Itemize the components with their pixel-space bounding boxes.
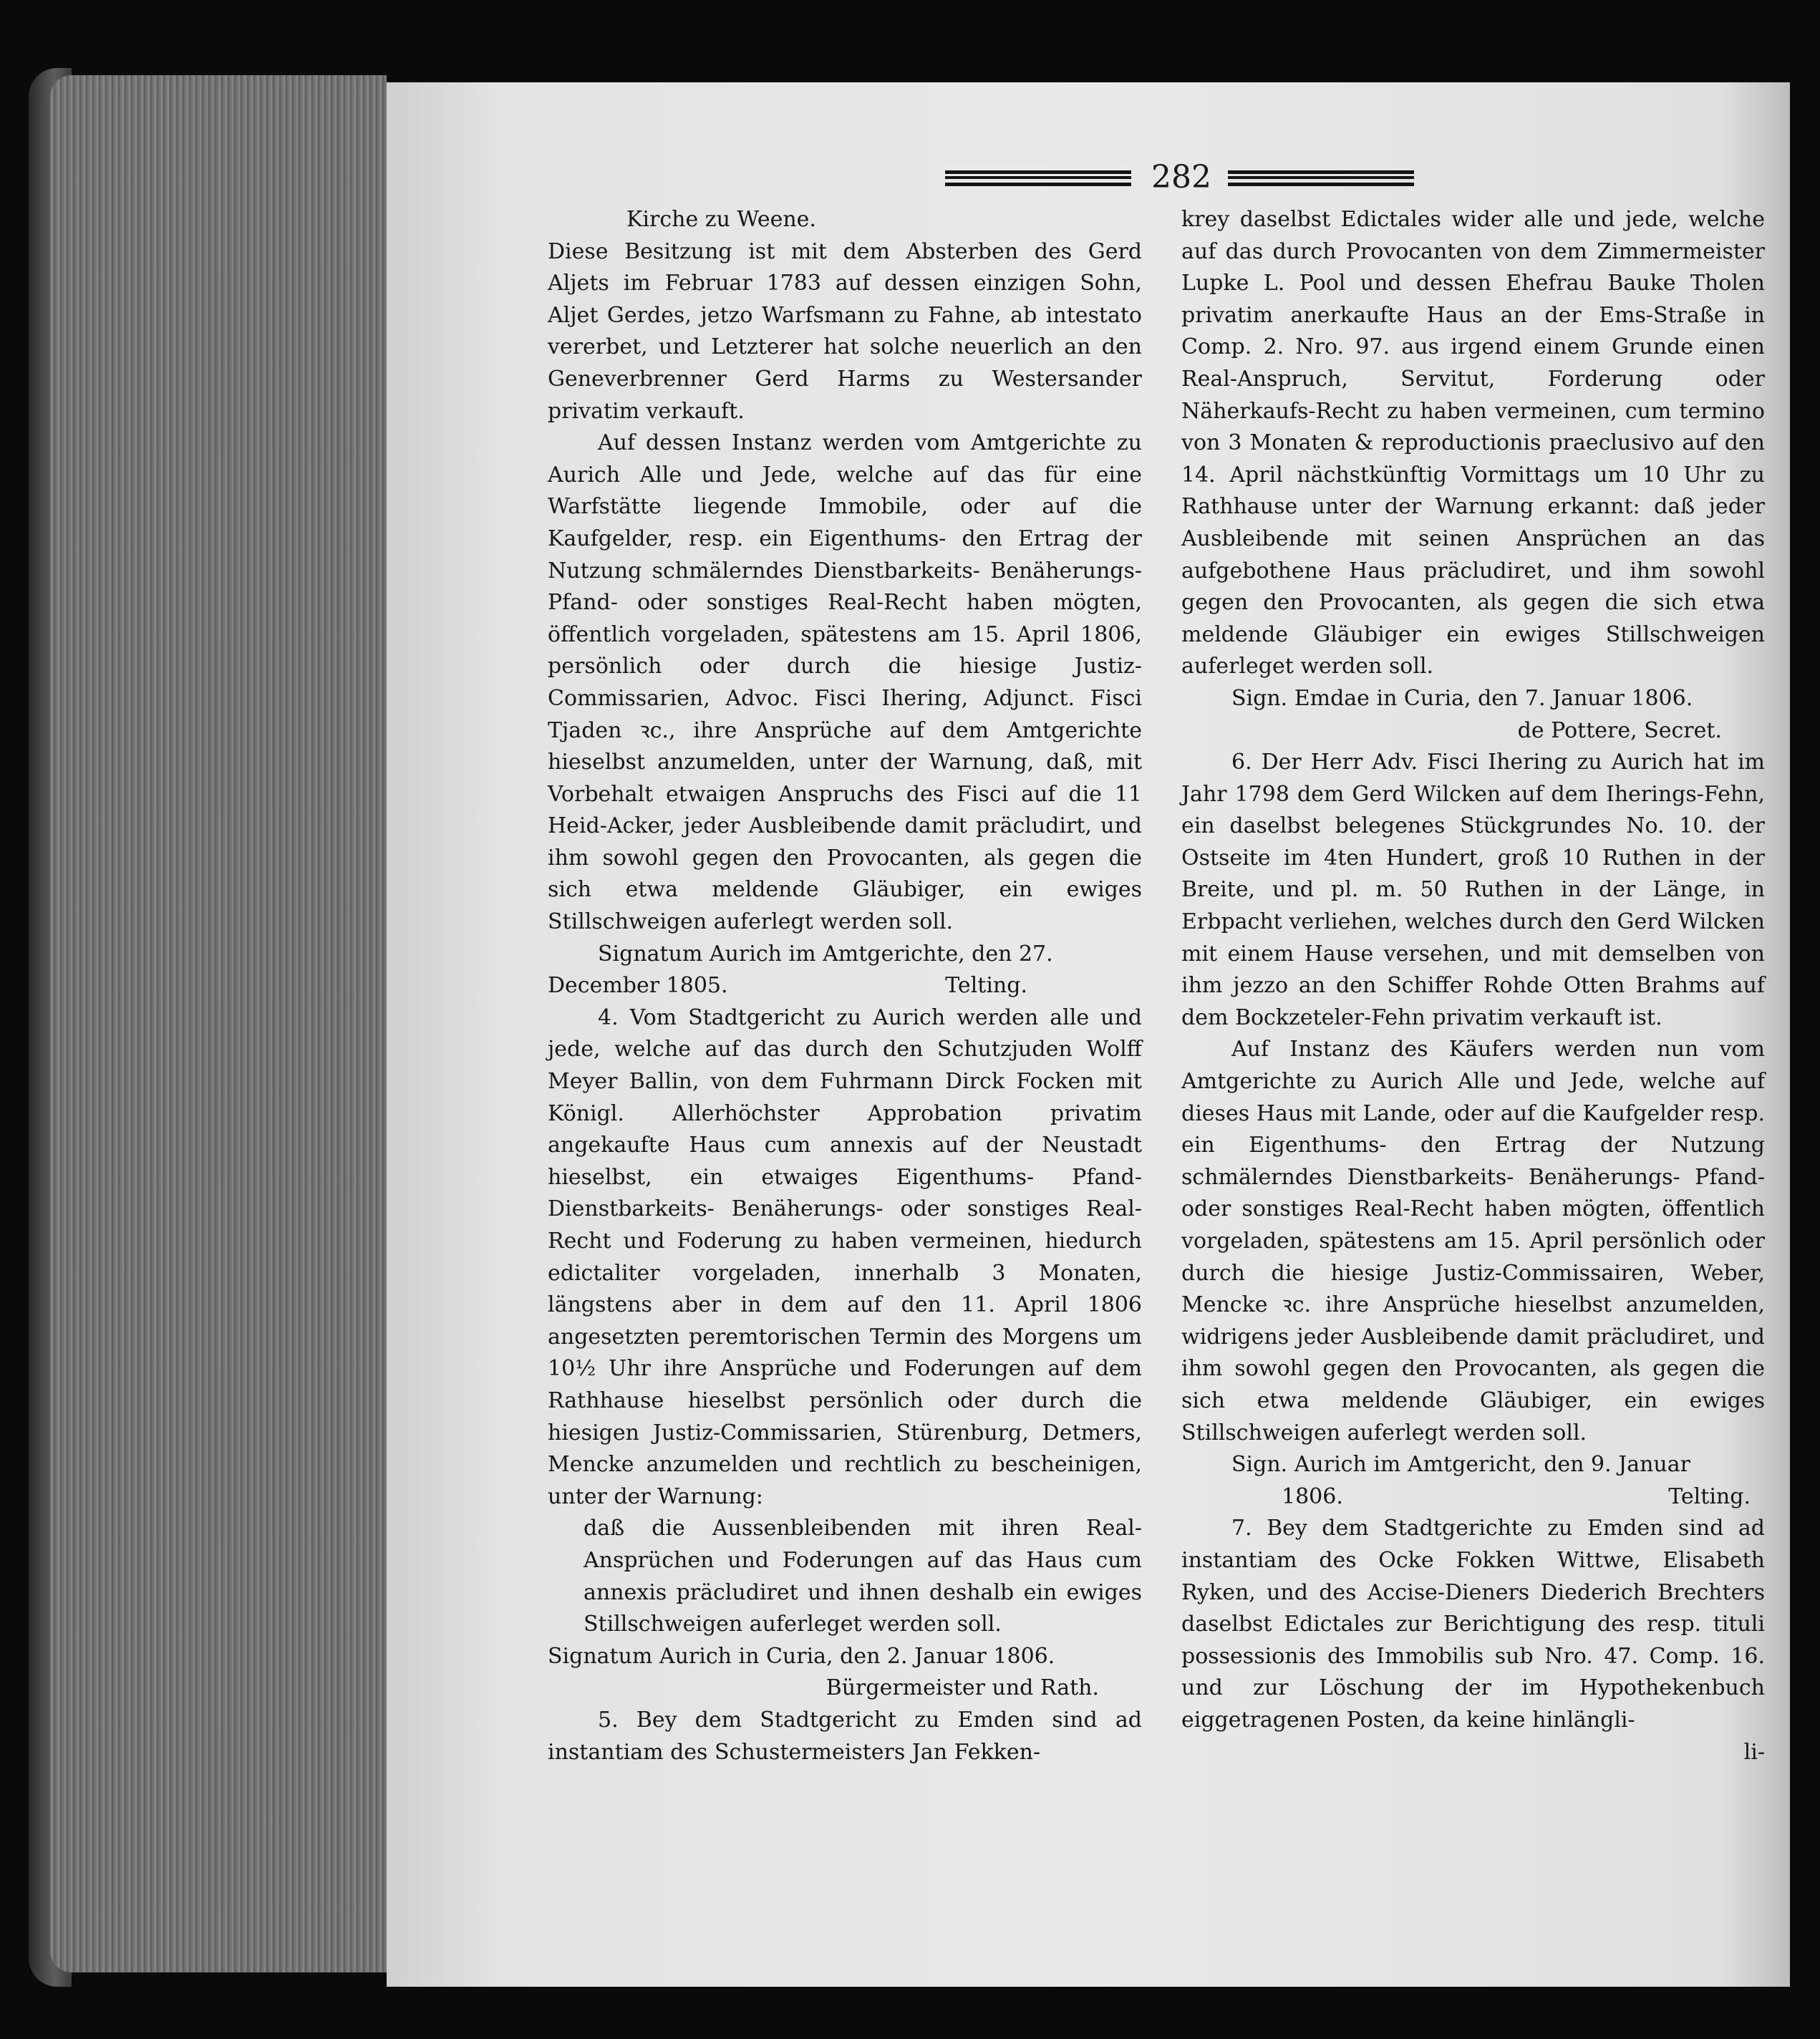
left-paragraph-5: 5. Bey dem Stadtgericht zu Emden sind ad instantiam des Schustermeisters Jan Fekken- [548,1707,1142,1765]
right-column [1181,204,1765,1768]
left-signature-line-2: Signatum Aurich in Curia, den 2. Januar 1806. [548,1643,1055,1669]
book-page-edges [50,75,387,1972]
left-signature-line-1: Signatum Aurich im Amtgerichte, den 27. [598,941,1053,967]
right-signature-2-name: Telting. [1668,1483,1751,1509]
page-header [945,159,1489,200]
left-paragraph-1: Diese Besitzung ist mit dem Absterben des Gerd Aljets im Februar 1783 auf dessen einzigen Sohn, Aljet Gerdes, jetzo Warfsmann zu Fahne, ab intestato vererbet, und Letzterer hat solche neuerlich an den Geneverbrenner Gerd Harms zu Westersander privatim verkauft. [548,238,1142,424]
right-signature-line-1: Sign. Emdae in Curia, den 7. Januar 1806. [1231,685,1693,711]
right-signature-2-date: 1806. [1282,1483,1343,1509]
left-signature-1 [548,970,1142,1002]
right-signature-2 [1181,1481,1765,1513]
page-number: 282 [1151,159,1211,195]
left-paragraph-4: daß die Aussenbleibenden mit ihren Real-Ansprüchen und Foderungen auf das Haus cum annexis präcludiret und ihnen deshalb ein ewiges Stillschweigen auferleget werden soll. [584,1516,1142,1637]
header-rule-right [1228,170,1414,186]
left-paragraph-2: Auf dessen Instanz werden vom Amtgerichte zu Aurich Alle und Jede, welche auf das für eine Warfstätte liegende Immobile, oder auf die Kaufgelder, resp. ein Eigenthums- den Ertrag der Nutzung schmälerndes Dienstbarkeits- Benäherungs- Pfand- oder sonstiges Real-Recht haben mögten, öffentlich vorgeladen, spätestens am 15. April 1806, persönlich oder durch die hiesige Justiz-Commissarien, Advoc. Fisci Ihering, Adjunct. Fisci Tjaden ꝛc., ihre Ansprüche auf dem Amtgerichte hieselbst anzumelden, unter der Warnung, daß, mit Vorbehalt etwaigen Anspruchs des Fisci auf die 11 Heid-Acker, jeder Ausbleibende damit präcludirt, und ihm sowohl gegen den Provocanten, als gegen die sich etwa meldende Gläubiger, ein ewiges Stillschweigen auferlegt werden soll. [548,430,1142,935]
left-signature-1-date: December 1805. [548,973,728,999]
right-paragraph-3: Auf Instanz des Käufers werden nun vom Amtgerichte zu Aurich Alle und Jede, welche auf dieses Haus mit Lande, oder auf die Kaufgelder resp. ein Eigenthums- den Ertrag der Nutzung schmälerndes Dienstbarkeits- Benäherungs- Pfand- oder sonstiges Real-Recht haben mögten, öffentlich vorgeladen, spätestens am 15. April persönlich oder durch die hiesige Justiz-Commissairen, Weber, Mencke ꝛc. ihre Ansprüche hieselbst anzumelden, widrigens jeder Ausbleibende damit präcludiret, und ihm sowohl gegen den Provocanten, als gegen die sich etwa meldende Gläubiger, ein ewiges Stillschweigen auferlegt werden soll. [1181,1037,1765,1445]
left-heading: Kirche zu Weene. [626,207,816,232]
catchword: li- [1743,1739,1765,1765]
left-signature-2-name: Bürgermeister und Rath. [826,1675,1099,1701]
left-signature-1-name: Telting. [945,973,1027,999]
left-paragraph-3: 4. Vom Stadtgericht zu Aurich werden alle und jede, welche auf das durch den Schutzjuden Wolff Meyer Ballin, von dem Fuhrmann Dirck Focken mit Königl. Allerhöchster Approbation privatim angekaufte Haus cum annexis auf der Neustadt hieselbst, ein etwaiges Eigenthums- Pfand- Dienstbarkeits- Benäherungs- oder sonstiges Real-Recht und Foderung zu haben vermeinen, hiedurch edictaliter vorgeladen, innerhalb 3 Monaten, längstens aber in dem auf den 11. April 1806 angesetzten peremtorischen Termin des Morgens um 10½ Uhr ihre Ansprüche und Foderungen auf dem Rathhause hieselbst persönlich oder durch die hiesigen Justiz-Commissarien, Stürenburg, Detmers, Mencke anzumelden und rechtlich zu bescheinigen, unter der Warnung: [548,1004,1142,1509]
right-paragraph-4: 7. Bey dem Stadtgerichte zu Emden sind ad instantiam des Ocke Fokken Wittwe, Elisabeth Ryken, und des Accise-Dieners Diederich Brechters daselbst Edictales zur Berichtigung des resp. tituli possessionis des Immobilis sub Nro. 47. Comp. 16. und zur Löschung der im Hypothekenbuch eiggetragenen Posten, da keine hinlängli- [1181,1516,1765,1733]
right-paragraph-2: 6. Der Herr Adv. Fisci Ihering zu Aurich hat im Jahr 1798 dem Gerd Wilcken auf dem Iherings-Fehn, ein daselbst belegenes Stückgrundes No. 10. der Ostseite im 4ten Hundert, groß 10 Ruthen in der Breite, und pl. m. 50 Ruthen in der Länge, in Erbpacht verliehen, welches durch den Gerd Wilcken mit einem Hause versehen, und mit demselben von ihm jezzo an den Schiffer Rohde Otten Brahms auf dem Bockzeteler-Fehn privatim verkauft ist. [1181,750,1765,1030]
left-column [548,204,1142,1768]
header-rule-left [945,170,1131,186]
right-paragraph-1: krey daselbst Edictales wider alle und jede, welche auf das durch Provocanten von dem Zimmermeister Lupke L. Pool und dessen Ehefrau Bauke Tholen privatim anerkaufte Haus an der Ems-Straße in Comp. 2. Nro. 97. aus irgend einem Grunde einen Real-Anspruch, Servitut, Forderung oder Näherkaufs-Recht zu haben vermeinen, cum termino von 3 Monaten & reproductionis praeclusivo auf den 14. April nächstkünftig Vormittags um 10 Uhr zu Rathhause unter der Warnung erkannt: daß jeder Ausbleibende mit seinen Ansprüchen an das aufgebothene Haus präcludiret, und ihm sowohl gegen den Provocanten, als gegen die sich etwa meldende Gläubiger ein ewiges Stillschweigen auferleget werden soll. [1181,207,1765,679]
right-signature-line-2: Sign. Aurich im Amtgericht, den 9. Januar [1231,1452,1690,1478]
right-signature-1-name: de Pottere, Secret. [1517,717,1722,743]
